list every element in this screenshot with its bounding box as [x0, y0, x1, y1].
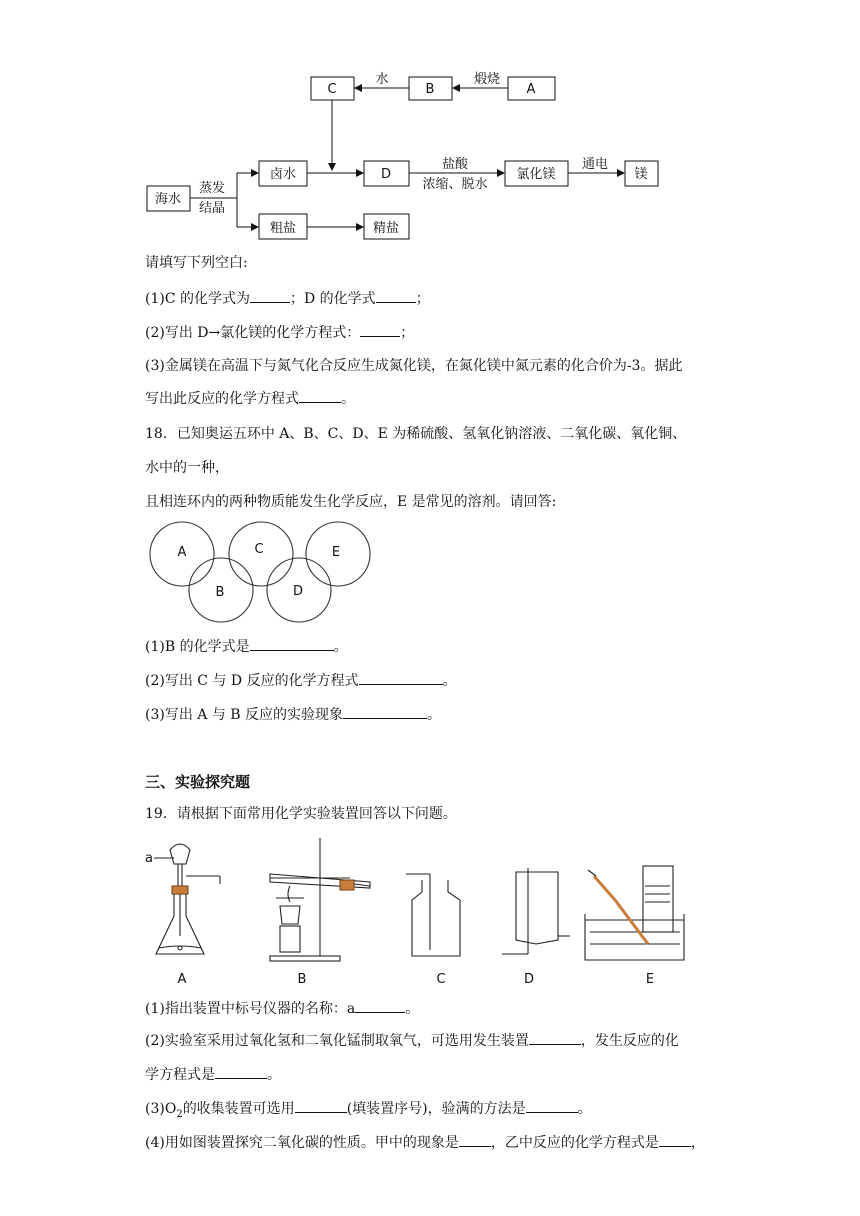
label-mg: 镁 [634, 167, 648, 182]
label-seawater: 海水 [154, 192, 182, 207]
apparatus-label-d: D [523, 972, 535, 987]
answer-blank[interactable] [215, 1064, 267, 1079]
q19-part4: (4)用如图装置探究二氧化碳的性质。甲中的现象是 ，乙中反应的化学方程式是 ， [145, 1132, 705, 1153]
q19-part1: (1)指出装置中标号仪器的名称：a 。 [145, 998, 419, 1019]
q17-part3-line1: (3)金属镁在高温下与氮气化合反应生成氮化镁，在氮化镁中氮元素的化合价为-3。据此 [145, 358, 683, 374]
label-b: B [425, 82, 435, 97]
answer-blank[interactable] [376, 288, 416, 303]
label-d: D [380, 167, 392, 182]
q18-stem-line2: 水中的一种， [145, 460, 229, 476]
arrow-label-hcl: 盐酸 [441, 157, 469, 172]
answer-blank[interactable] [295, 1098, 347, 1113]
label-crude-salt: 粗盐 [269, 221, 297, 236]
arrow-label-evap1: 蒸发 [198, 181, 226, 196]
q18-part2: (2)写出 C 与 D 反应的化学方程式 。 [145, 670, 457, 691]
apparatus-d [502, 868, 570, 954]
ring-label-d: D [292, 584, 304, 599]
answer-blank[interactable] [526, 1098, 578, 1113]
apparatus-label-e: E [645, 972, 655, 987]
q18-part3: (3)写出 A 与 B 反应的实验现象 。 [145, 704, 441, 725]
answer-blank[interactable] [343, 704, 427, 719]
q17-part1: (1)C 的化学式为 ；D 的化学式 ； [145, 288, 430, 309]
q19-stem: 19．请根据下面常用化学实验装置回答以下问题。 [145, 806, 457, 822]
apparatus-figure [140, 836, 710, 988]
q18-stem-line1: 18．已知奥运五环中 A、B、C、D、E 为稀硫酸、氢氧化钠溶液、二氧化碳、氧化铜、 [145, 426, 687, 442]
apparatus-a [154, 844, 220, 954]
apparatus-e [585, 866, 684, 960]
answer-blank[interactable] [459, 1132, 491, 1147]
label-refined-salt: 精盐 [372, 221, 400, 236]
answer-blank[interactable] [250, 288, 290, 303]
arrow-label-calcine: 煅烧 [473, 72, 501, 87]
answer-blank[interactable] [659, 1132, 691, 1147]
arrow-label-electrolysis: 通电 [581, 157, 609, 172]
ring-label-b: B [215, 585, 225, 600]
answer-blank[interactable] [299, 388, 341, 403]
label-brine: 卤水 [269, 167, 297, 182]
apparatus-label-c: C [436, 972, 446, 987]
process-flow-diagram [0, 0, 860, 250]
q19-part2-line1: (2)实验室采用过氧化氢和二氧化锰制取氧气，可选用发生装置 ，发生反应的化 [145, 1030, 679, 1051]
arrow-label-concentrate: 浓缩、脱水 [422, 177, 488, 192]
ring-label-c: C [254, 542, 264, 557]
answer-blank[interactable] [360, 322, 400, 337]
q17-intro: 请填写下列空白: [145, 255, 248, 271]
apparatus-label-b: B [297, 972, 307, 987]
q18-part1: (1)B 的化学式是 。 [145, 636, 348, 657]
olympic-rings-figure [140, 518, 380, 628]
answer-blank[interactable] [250, 636, 334, 651]
mark-a: a [145, 851, 153, 866]
ring-label-e: E [331, 545, 341, 560]
arrow-label-evap2: 结晶 [198, 201, 226, 216]
ring-label-a: A [177, 545, 187, 560]
q17-part2: (2)写出 D→氯化镁的化学方程式： ； [145, 322, 414, 343]
apparatus-b [270, 838, 370, 961]
q19-part2-line2: 学方程式是 。 [145, 1064, 281, 1085]
apparatus-label-a: A [177, 972, 187, 987]
label-c: C [327, 82, 337, 97]
q17-part3-line2: 写出此反应的化学方程式 。 [145, 388, 355, 409]
answer-blank[interactable] [529, 1030, 581, 1045]
answer-blank[interactable] [355, 998, 405, 1013]
label-mgcl2: 氯化镁 [516, 167, 556, 182]
arrow-label-water: 水 [375, 72, 389, 87]
q18-stem-line3: 且相连环内的两种物质能发生化学反应，E 是常见的溶剂。请回答: [145, 494, 557, 510]
apparatus-c [406, 874, 460, 956]
q19-part3: $(3)O_2$的收集装置可选用 (填装置序号)，验满的方法是 。 [145, 1098, 592, 1125]
answer-blank[interactable] [359, 670, 443, 685]
section-heading: 三、实验探究题 [145, 773, 251, 791]
label-a: A [526, 82, 536, 97]
